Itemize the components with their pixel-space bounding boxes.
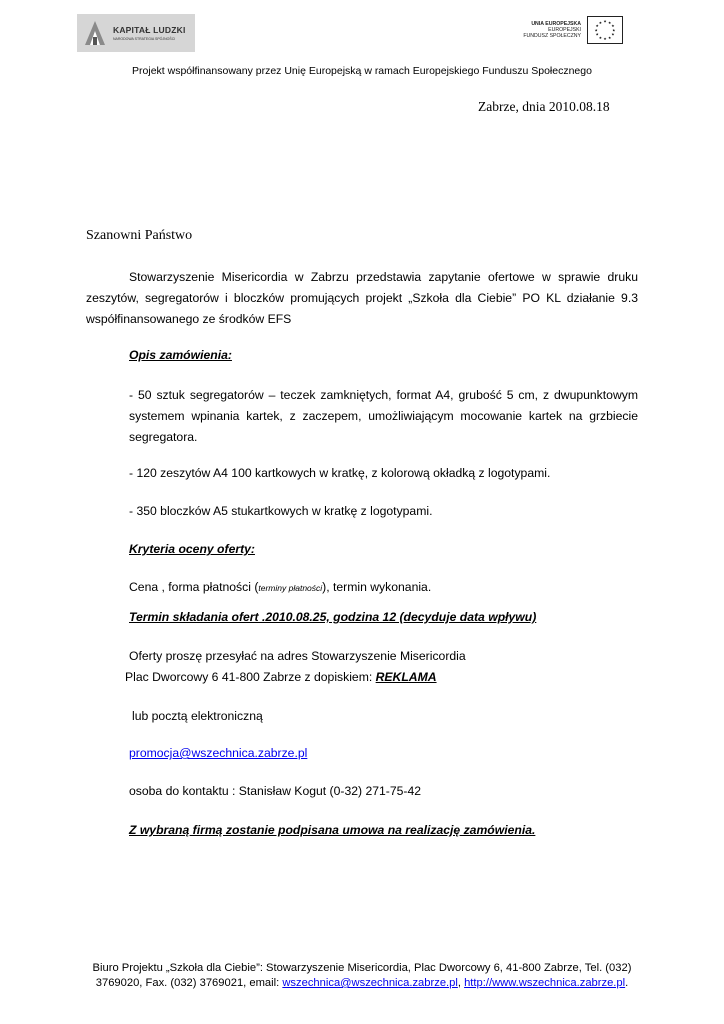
closing-statement: Z wybraną firmą zostanie podpisana umowa na realizację zamówienia. <box>129 823 536 837</box>
submission-line1: Oferty proszę przesyłać na adres Stowarzyszenie Misericordia <box>129 649 466 663</box>
footer-line2 <box>0 976 724 991</box>
svg-text:★: ★ <box>603 19 607 24</box>
order-item-notebooks: - 120 zeszytów A4 100 kartkowych w kratkę, z kolorową okładką z logotypami. <box>129 466 551 480</box>
submission-keyword: REKLAMA <box>375 670 437 684</box>
deadline-line: Termin składania ofert .2010.08.25, godzina 12 (decyduje data wpływu) <box>129 610 537 624</box>
criteria-line-end: ), termin wykonania. <box>322 580 432 594</box>
kapital-ludzki-emblem-icon <box>83 19 107 47</box>
criteria-line <box>129 580 431 594</box>
order-heading: Opis zamówienia: <box>129 348 232 362</box>
date-line: Zabrze, dnia 2010.08.18 <box>478 99 610 114</box>
kapital-ludzki-logo <box>77 14 195 52</box>
svg-text:★: ★ <box>607 35 612 40</box>
eu-logo-line1: UNIA EUROPEJSKA <box>531 20 581 27</box>
kl-logo-title: KAPITAŁ LUDZKI <box>113 25 186 35</box>
svg-text:★: ★ <box>595 24 599 29</box>
order-item-notepads: - 350 bloczków A5 stukartkowych w kratkę z logotypami. <box>129 504 433 518</box>
contact-person: osoba do kontaktu : Stanisław Kogut (0-32) 271-75-42 <box>129 784 422 798</box>
svg-text:★: ★ <box>611 32 615 37</box>
footer-contact-text: 3769020, Fax. (032) 3769021, email: <box>95 977 283 989</box>
footer-end: . <box>625 977 629 989</box>
email-option-text: lub pocztą elektroniczną <box>132 709 263 723</box>
submission-line2 <box>125 670 437 684</box>
kl-logo-subtitle: NARODOWA STRATEGIA SPÓJNOŚCI <box>113 37 176 41</box>
svg-text:★: ★ <box>595 32 599 37</box>
footer-email-link[interactable]: wszechnica@wszechnica.zabrze.pl <box>282 977 458 989</box>
footer-website-link[interactable]: http://www.wszechnica.zabrze.pl <box>464 977 626 989</box>
svg-text:★: ★ <box>603 37 607 42</box>
svg-text:★: ★ <box>611 24 615 29</box>
svg-text:★: ★ <box>607 20 612 25</box>
footer-line1: Biuro Projektu „Szkoła dla Ciebie”: Stowarzyszenie Misericordia, Plac Dworcowy 6, 41-800 Zabrze, Tel. (032) <box>92 962 632 974</box>
cofinancing-note: Projekt współfinansowany przez Unię Europejską w ramach Europejskiego Funduszu Społecznego <box>132 65 592 77</box>
footer <box>0 961 724 991</box>
contact-email-link[interactable]: promocja@wszechnica.zabrze.pl <box>129 746 308 760</box>
svg-text:★: ★ <box>612 28 616 33</box>
salutation: Szanowni Państwo <box>86 228 193 243</box>
svg-text:★: ★ <box>598 35 603 40</box>
order-item-binders: - 50 sztuk segregatorów – teczek zamkniętych, format A4, grubość 5 cm, z dwupunktowym systemem wpinania kartek, z zaczepem, umożliwiającym mocowanie kartek na grzbiecie segregatora. <box>129 388 638 444</box>
eu-logo <box>515 14 627 46</box>
eu-flag-icon <box>587 16 623 44</box>
eu-logo-line3: FUNDUSZ SPOŁECZNY <box>523 33 581 40</box>
footer-separator: , <box>457 977 465 989</box>
submission-address: Plac Dworcowy 6 41-800 Zabrze z dopiskiem: <box>125 670 376 684</box>
criteria-payment-terms: terminy płatności <box>258 583 323 593</box>
intro-paragraph: Stowarzyszenie Misericordia w Zabrzu przedstawia zapytanie ofertowe w sprawie druku zeszytów, segregatorów i bloczków promujących projekt „Szkoła dla Ciebie” PO KL działanie 9.3 współfinansowanego ze środków EFS <box>86 270 638 326</box>
svg-text:★: ★ <box>598 20 603 25</box>
eu-logo-line2: EUROPEJSKI <box>548 26 581 33</box>
svg-text:★: ★ <box>594 28 598 33</box>
criteria-heading: Kryteria oceny oferty: <box>129 542 255 556</box>
criteria-line-start: Cena , forma płatności ( <box>129 580 259 594</box>
